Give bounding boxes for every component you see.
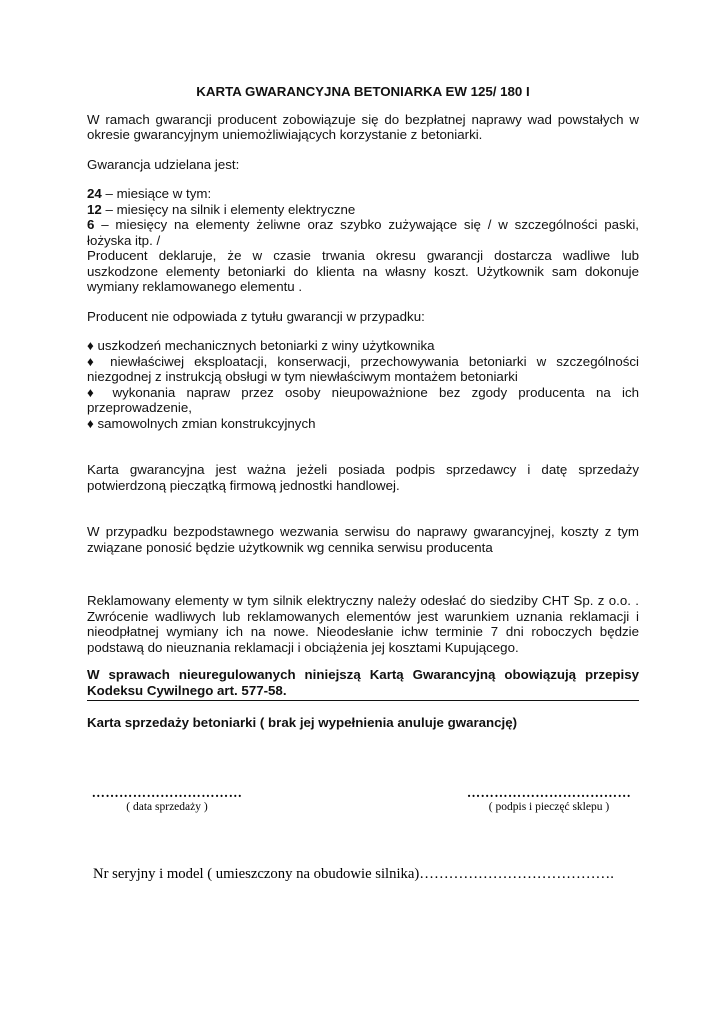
unjustified-call-paragraph: W przypadku bezpodstawnego wezwania serwisu do naprawy gwarancyjnej, koszty z tym związane ponosić będzie użytkownik wg cennika serwisu producenta bbox=[87, 524, 639, 555]
exclusion-item: ♦ samowolnych zmian konstrukcyjnych bbox=[87, 415, 316, 431]
warranty-given-heading: Gwarancja udzielana jest: bbox=[87, 156, 240, 172]
period-number: 24 bbox=[87, 186, 102, 201]
shop-stamp-dots: ……………………………… bbox=[466, 785, 632, 800]
period-text: – miesięcy na elementy żeliwne oraz szybko zużywające się / w szczególności paski, łożyska itp. / bbox=[87, 217, 639, 248]
period-item bbox=[87, 217, 639, 248]
period-text: – miesiące w tym: bbox=[101, 186, 212, 201]
intro-paragraph: W ramach gwarancji producent zobowiązuje się do bezpłatnej naprawy wad powstałych w okresie gwarancyjnym uniemożliwiających korzystanie z betoniarki. bbox=[87, 111, 639, 142]
shop-stamp-field bbox=[459, 785, 639, 814]
civil-code-paragraph: W sprawach nieuregulowanych niniejszą Kartą Gwarancyjną obowiązują przepisy Kodeksu Cywilnego art. 577-58. bbox=[87, 667, 639, 698]
sale-date-field bbox=[87, 785, 247, 814]
sale-date-dots: …………………………… bbox=[91, 785, 243, 800]
exclusion-item: ♦ uszkodzeń mechanicznych betoniarki z winy użytkownika bbox=[87, 338, 435, 353]
warranty-periods bbox=[87, 186, 639, 248]
period-item bbox=[87, 202, 639, 218]
card-validity-paragraph: Karta gwarancyjna jest ważna jeżeli posiada podpis sprzedawcy i datę sprzedaży potwierdzoną pieczątką firmową jednostki handlowej. bbox=[87, 462, 639, 493]
exclusion-item: ♦ niewłaściwej eksploatacji, konserwacji, przechowywania betoniarki w szczególności niezgodnej z instrukcją obsługi w tym niewłaściwym montażem betoniarki bbox=[87, 353, 639, 384]
document-title: KARTA GWARANCYJNA BETONIARKA EW 125/ 180 I bbox=[196, 84, 530, 99]
period-number: 6 bbox=[87, 217, 95, 232]
serial-number-line: Nr seryjny i model ( umieszczony na obudowie silnika)…………………………………. bbox=[93, 866, 614, 882]
sale-date-caption: ( data sprzedaży ) bbox=[126, 801, 208, 813]
exclusions-list bbox=[87, 338, 639, 431]
period-text: – miesięcy na silnik i elementy elektryczne bbox=[101, 201, 356, 217]
producer-declaration: Producent deklaruje, że w czasie trwania okresu gwarancji dostarcza wadliwe lub uszkodzone elementy betoniarki do klienta na własny koszt. Użytkownik sam dokonuje wymiany reklamowanego elementu . bbox=[87, 248, 639, 294]
period-item bbox=[87, 186, 639, 202]
horizontal-rule bbox=[87, 700, 639, 701]
period-number: 12 bbox=[87, 201, 102, 217]
sale-card-heading: Karta sprzedaży betoniarki ( brak jej wypełnienia anuluje gwarancję) bbox=[87, 715, 518, 730]
warranty-card-page bbox=[87, 84, 639, 731]
shop-stamp-caption: ( podpis i pieczęć sklepu ) bbox=[488, 801, 610, 813]
exclusion-item: ♦ wykonania napraw przez osoby nieupoważnione bez zgody producenta na ich przeprowadzenie, bbox=[87, 384, 639, 415]
returns-paragraph: Reklamowany elementy w tym silnik elektryczny należy odesłać do siedziby CHT Sp. z o.o. . Zwrócenie wadliwych lub reklamowanych elementów jest warunkiem uznania reklamacji i nieodpłatnej wymiany ich na nowe. Nieodesłanie ichw terminie 7 dni roboczych będzie podstawą do nieuznania reklamacji i obciążenia jej kosztami Kupującego. bbox=[87, 593, 639, 655]
not-liable-heading: Producent nie odpowiada z tytułu gwarancji w przypadku: bbox=[87, 308, 425, 324]
